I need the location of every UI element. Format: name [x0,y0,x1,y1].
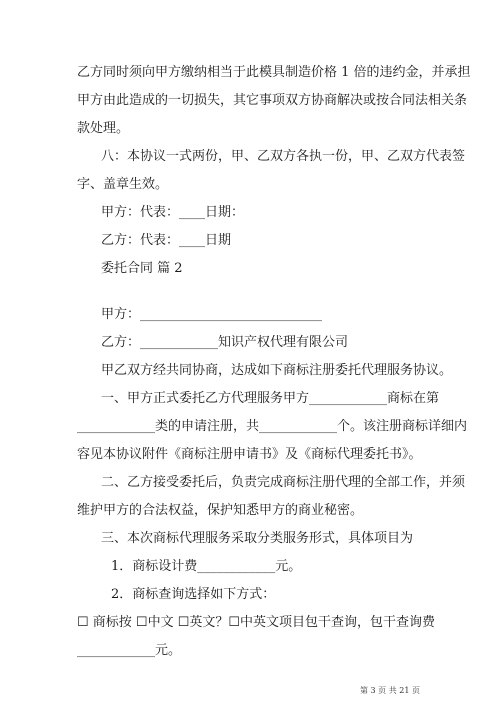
signature-party-a: 甲方：代表：____日期： [101,205,245,220]
body-line-12: 一、甲方正式委托乙方代理服务甲方____________商标在第 [101,391,440,406]
body-line-4: 八：本协议一式两份，甲、乙双方各执一份，甲、乙双方代表签 [101,149,466,164]
checkbox-options-line: ☐ 商标按 ☐中文 ☐英文？☐中英文项目包干查询，包干查询费 [77,615,436,630]
body-line-15: 二、乙方接受委托后，负责完成商标注册代理的全部工作，并须 [101,475,466,490]
body-line-11: 甲乙双方经共同协商，达成如下商标注册委托代理服务协议。 [101,363,453,378]
section-heading: 委托合同 篇 2 [101,261,183,276]
body-line-5: 字、盖章生效。 [77,177,169,192]
body-line-2: 甲方由此造成的一切损失，其它事项双方协商解决或按合同法相关条 [77,93,468,108]
body-line-18: 1．商标设计费____________元。 [111,559,302,574]
body-line-21: ____________元。 [77,643,182,658]
body-line-19: 2．商标查询选择如下方式： [111,587,276,602]
party-b-line: 乙方：____________知识产权代理有限公司 [101,335,349,350]
party-a-line: 甲方：____________________________ [101,307,323,322]
body-line-13: ____________类的申请注册，共____________个。该注册商标详细内 [77,419,468,434]
page-number: 第 3 页 共 21 页 [360,686,420,695]
body-line-17: 三、本次商标代理服务采取分类服务形式，具体项目为 [101,531,414,546]
body-line-14: 容见本协议附件《商标注册申请书》及《商标代理委托书》。 [77,447,422,462]
body-line-3: 款处理。 [77,121,130,136]
body-line-1: 乙方同时须向甲方缴纳相当于此模具制造价格 1 倍的违约金，并承担 [77,65,471,80]
body-line-16: 维护甲方的合法权益，保护知悉甲方的商业秘密。 [77,503,364,518]
signature-party-b: 乙方：代表：____日期 [101,233,232,248]
